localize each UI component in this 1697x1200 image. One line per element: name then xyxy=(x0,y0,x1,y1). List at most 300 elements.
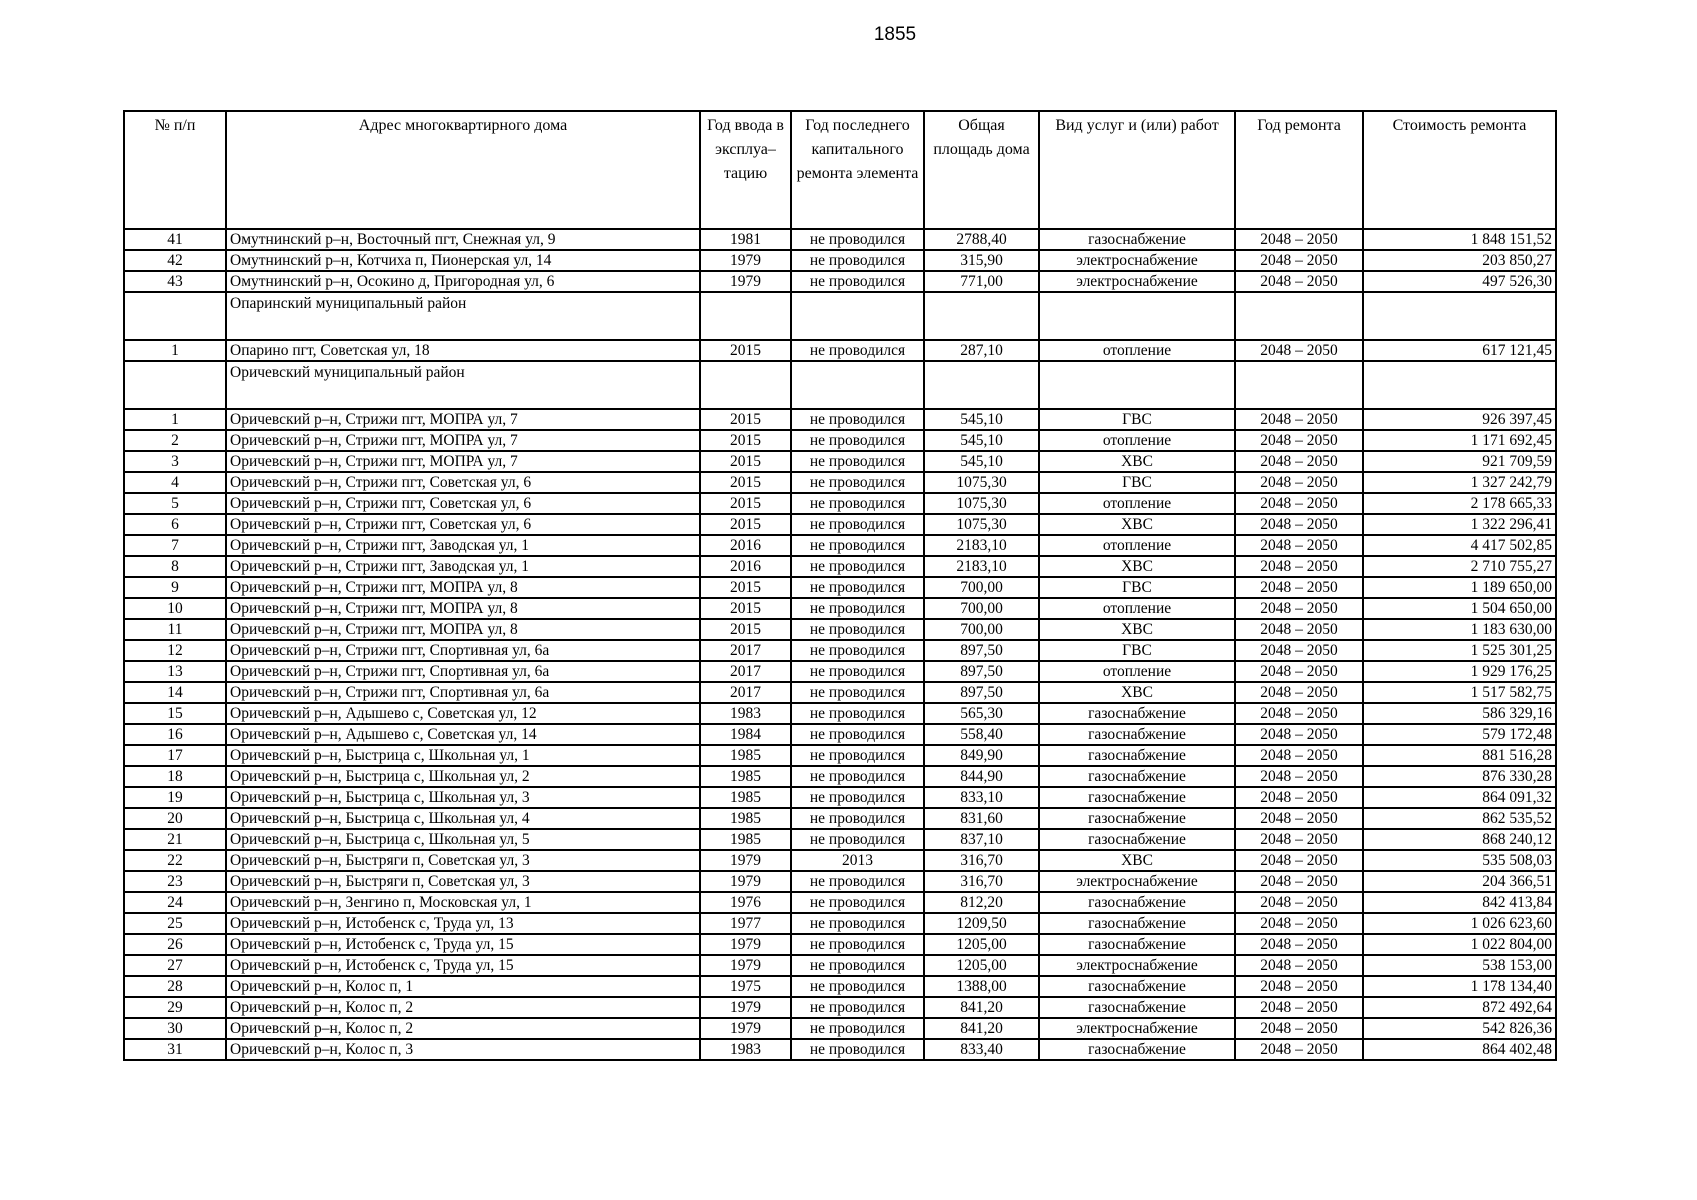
cell-last-repair: не проводился xyxy=(791,766,924,787)
cell-address: Оричевский р–н, Быстряги п, Советская ул, 3 xyxy=(226,871,700,892)
cell-address: Оричевский р–н, Быстрица с, Школьная ул, 2 xyxy=(226,766,700,787)
cell-num: 14 xyxy=(124,682,226,703)
cell-num: 9 xyxy=(124,577,226,598)
cell-num: 21 xyxy=(124,829,226,850)
cell-last-repair: не проводился xyxy=(791,640,924,661)
cell-num: 16 xyxy=(124,724,226,745)
cell-address: Оричевский р–н, Стрижи пгт, МОПРА ул, 7 xyxy=(226,451,700,472)
cell-year-built: 2017 xyxy=(700,661,791,682)
cell-service: ХВС xyxy=(1039,556,1235,577)
cell-repair-period: 2048 – 2050 xyxy=(1235,514,1363,535)
cell-repair-period: 2048 – 2050 xyxy=(1235,409,1363,430)
cell-year-built: 2016 xyxy=(700,535,791,556)
cell-last-repair: не проводился xyxy=(791,913,924,934)
cell-year-built: 2015 xyxy=(700,472,791,493)
cell-area: 565,30 xyxy=(924,703,1039,724)
header-area: Общая площадь дома xyxy=(924,111,1039,229)
cell-last-repair: не проводился xyxy=(791,451,924,472)
cell-area: 844,90 xyxy=(924,766,1039,787)
cell-cost: 1 848 151,52 xyxy=(1363,229,1556,250)
empty-cell xyxy=(1363,292,1556,340)
cell-repair-period: 2048 – 2050 xyxy=(1235,955,1363,976)
table-row xyxy=(124,250,1556,271)
cell-area: 812,20 xyxy=(924,892,1039,913)
table-row xyxy=(124,514,1556,535)
cell-year-built: 1983 xyxy=(700,703,791,724)
cell-last-repair: не проводился xyxy=(791,787,924,808)
cell-service: газоснабжение xyxy=(1039,829,1235,850)
cell-num: 4 xyxy=(124,472,226,493)
cell-num: 8 xyxy=(124,556,226,577)
cell-cost: 2 710 755,27 xyxy=(1363,556,1556,577)
cell-address: Оричевский р–н, Быстрица с, Школьная ул, 4 xyxy=(226,808,700,829)
cell-last-repair: не проводился xyxy=(791,556,924,577)
cell-service: ХВС xyxy=(1039,451,1235,472)
cell-last-repair: не проводился xyxy=(791,535,924,556)
cell-cost: 1 929 176,25 xyxy=(1363,661,1556,682)
cell-repair-period: 2048 – 2050 xyxy=(1235,340,1363,361)
cell-service: газоснабжение xyxy=(1039,787,1235,808)
repair-schedule-table xyxy=(123,110,1557,1061)
cell-area: 1209,50 xyxy=(924,913,1039,934)
header-row xyxy=(124,111,1556,229)
cell-cost: 1 525 301,25 xyxy=(1363,640,1556,661)
cell-num: 12 xyxy=(124,640,226,661)
cell-address: Оричевский р–н, Адышево с, Советская ул, 12 xyxy=(226,703,700,724)
cell-cost: 862 535,52 xyxy=(1363,808,1556,829)
cell-repair-period: 2048 – 2050 xyxy=(1235,250,1363,271)
cell-last-repair: не проводился xyxy=(791,409,924,430)
cell-last-repair: не проводился xyxy=(791,229,924,250)
table-row xyxy=(124,745,1556,766)
cell-last-repair: не проводился xyxy=(791,955,924,976)
section-title: Оричевский муниципальный район xyxy=(226,361,700,409)
cell-year-built: 1985 xyxy=(700,829,791,850)
cell-repair-period: 2048 – 2050 xyxy=(1235,493,1363,514)
cell-year-built: 2015 xyxy=(700,493,791,514)
cell-service: ГВС xyxy=(1039,640,1235,661)
cell-address: Оричевский р–н, Зенгино п, Московская ул, 1 xyxy=(226,892,700,913)
cell-address: Оричевский р–н, Быстрица с, Школьная ул, 3 xyxy=(226,787,700,808)
cell-last-repair: 2013 xyxy=(791,850,924,871)
cell-last-repair: не проводился xyxy=(791,997,924,1018)
cell-cost: 1 183 630,00 xyxy=(1363,619,1556,640)
cell-address: Оричевский р–н, Колос п, 2 xyxy=(226,997,700,1018)
cell-area: 545,10 xyxy=(924,430,1039,451)
cell-repair-period: 2048 – 2050 xyxy=(1235,913,1363,934)
cell-area: 700,00 xyxy=(924,619,1039,640)
cell-num: 17 xyxy=(124,745,226,766)
cell-service: электроснабжение xyxy=(1039,271,1235,292)
cell-year-built: 1979 xyxy=(700,1018,791,1039)
cell-last-repair: не проводился xyxy=(791,1018,924,1039)
table-row xyxy=(124,556,1556,577)
cell-year-built: 2015 xyxy=(700,430,791,451)
cell-address: Омутнинский р–н, Осокино д, Пригородная ул, 6 xyxy=(226,271,700,292)
cell-repair-period: 2048 – 2050 xyxy=(1235,850,1363,871)
cell-repair-period: 2048 – 2050 xyxy=(1235,430,1363,451)
cell-area: 833,10 xyxy=(924,787,1039,808)
cell-service: газоснабжение xyxy=(1039,724,1235,745)
empty-cell xyxy=(124,292,226,340)
cell-area: 558,40 xyxy=(924,724,1039,745)
cell-service: ХВС xyxy=(1039,682,1235,703)
table-row xyxy=(124,934,1556,955)
table-row xyxy=(124,913,1556,934)
empty-cell xyxy=(791,292,924,340)
cell-year-built: 2015 xyxy=(700,409,791,430)
empty-cell xyxy=(700,292,791,340)
cell-year-built: 1979 xyxy=(700,271,791,292)
cell-num: 1 xyxy=(124,409,226,430)
cell-repair-period: 2048 – 2050 xyxy=(1235,787,1363,808)
cell-year-built: 1979 xyxy=(700,850,791,871)
cell-num: 2 xyxy=(124,430,226,451)
cell-num: 42 xyxy=(124,250,226,271)
cell-repair-period: 2048 – 2050 xyxy=(1235,1018,1363,1039)
empty-cell xyxy=(1039,361,1235,409)
cell-year-built: 2015 xyxy=(700,451,791,472)
cell-last-repair: не проводился xyxy=(791,724,924,745)
cell-address: Оричевский р–н, Стрижи пгт, Спортивная ул, 6а xyxy=(226,682,700,703)
header-last-repair: Год последнего капитального ремонта элемента xyxy=(791,111,924,229)
cell-cost: 538 153,00 xyxy=(1363,955,1556,976)
cell-year-built: 1985 xyxy=(700,745,791,766)
cell-cost: 542 826,36 xyxy=(1363,1018,1556,1039)
cell-last-repair: не проводился xyxy=(791,808,924,829)
cell-area: 897,50 xyxy=(924,682,1039,703)
cell-last-repair: не проводился xyxy=(791,514,924,535)
cell-service: газоснабжение xyxy=(1039,976,1235,997)
cell-num: 1 xyxy=(124,340,226,361)
cell-repair-period: 2048 – 2050 xyxy=(1235,724,1363,745)
table-row xyxy=(124,451,1556,472)
cell-cost: 586 329,16 xyxy=(1363,703,1556,724)
cell-cost: 497 526,30 xyxy=(1363,271,1556,292)
cell-area: 837,10 xyxy=(924,829,1039,850)
cell-address: Оричевский р–н, Стрижи пгт, Заводская ул, 1 xyxy=(226,556,700,577)
cell-service: ХВС xyxy=(1039,619,1235,640)
cell-num: 20 xyxy=(124,808,226,829)
cell-address: Оричевский р–н, Стрижи пгт, МОПРА ул, 8 xyxy=(226,619,700,640)
cell-service: электроснабжение xyxy=(1039,955,1235,976)
cell-year-built: 1979 xyxy=(700,871,791,892)
cell-cost: 4 417 502,85 xyxy=(1363,535,1556,556)
cell-year-built: 2016 xyxy=(700,556,791,577)
cell-area: 897,50 xyxy=(924,640,1039,661)
cell-num: 10 xyxy=(124,598,226,619)
page-number: 1855 xyxy=(873,24,917,45)
cell-num: 29 xyxy=(124,997,226,1018)
cell-address: Оричевский р–н, Колос п, 1 xyxy=(226,976,700,997)
table-row xyxy=(124,598,1556,619)
cell-address: Оричевский р–н, Стрижи пгт, Заводская ул, 1 xyxy=(226,535,700,556)
cell-last-repair: не проводился xyxy=(791,934,924,955)
cell-num: 41 xyxy=(124,229,226,250)
cell-repair-period: 2048 – 2050 xyxy=(1235,535,1363,556)
table-row xyxy=(124,682,1556,703)
table-row xyxy=(124,640,1556,661)
cell-address: Оричевский р–н, Истобенск с, Труда ул, 13 xyxy=(226,913,700,934)
cell-year-built: 1979 xyxy=(700,955,791,976)
cell-last-repair: не проводился xyxy=(791,430,924,451)
cell-num: 23 xyxy=(124,871,226,892)
cell-cost: 1 327 242,79 xyxy=(1363,472,1556,493)
cell-service: газоснабжение xyxy=(1039,913,1235,934)
cell-num: 19 xyxy=(124,787,226,808)
cell-repair-period: 2048 – 2050 xyxy=(1235,892,1363,913)
cell-area: 831,60 xyxy=(924,808,1039,829)
cell-area: 700,00 xyxy=(924,598,1039,619)
cell-cost: 203 850,27 xyxy=(1363,250,1556,271)
cell-num: 24 xyxy=(124,892,226,913)
cell-cost: 868 240,12 xyxy=(1363,829,1556,850)
cell-repair-period: 2048 – 2050 xyxy=(1235,598,1363,619)
cell-num: 43 xyxy=(124,271,226,292)
cell-service: электроснабжение xyxy=(1039,871,1235,892)
cell-service: газоснабжение xyxy=(1039,997,1235,1018)
cell-cost: 926 397,45 xyxy=(1363,409,1556,430)
cell-service: газоснабжение xyxy=(1039,745,1235,766)
cell-address: Омутнинский р–н, Восточный пгт, Снежная ул, 9 xyxy=(226,229,700,250)
cell-repair-period: 2048 – 2050 xyxy=(1235,271,1363,292)
cell-year-built: 1977 xyxy=(700,913,791,934)
table-row xyxy=(124,229,1556,250)
table-body xyxy=(124,229,1556,1060)
cell-area: 316,70 xyxy=(924,850,1039,871)
cell-year-built: 1979 xyxy=(700,250,791,271)
cell-year-built: 1984 xyxy=(700,724,791,745)
cell-year-built: 2015 xyxy=(700,514,791,535)
table-row xyxy=(124,430,1556,451)
cell-num: 13 xyxy=(124,661,226,682)
cell-area: 841,20 xyxy=(924,1018,1039,1039)
cell-address: Оричевский р–н, Стрижи пгт, МОПРА ул, 7 xyxy=(226,430,700,451)
cell-cost: 876 330,28 xyxy=(1363,766,1556,787)
cell-repair-period: 2048 – 2050 xyxy=(1235,1039,1363,1060)
cell-cost: 1 171 692,45 xyxy=(1363,430,1556,451)
table-row xyxy=(124,976,1556,997)
cell-year-built: 1985 xyxy=(700,766,791,787)
cell-year-built: 1976 xyxy=(700,892,791,913)
cell-repair-period: 2048 – 2050 xyxy=(1235,871,1363,892)
cell-area: 1075,30 xyxy=(924,514,1039,535)
section-title: Опаринский муниципальный район xyxy=(226,292,700,340)
cell-service: отопление xyxy=(1039,430,1235,451)
cell-last-repair: не проводился xyxy=(791,472,924,493)
cell-service: электроснабжение xyxy=(1039,1018,1235,1039)
cell-cost: 535 508,03 xyxy=(1363,850,1556,871)
cell-year-built: 1981 xyxy=(700,229,791,250)
table-row xyxy=(124,766,1556,787)
cell-address: Оричевский р–н, Истобенск с, Труда ул, 15 xyxy=(226,955,700,976)
cell-repair-period: 2048 – 2050 xyxy=(1235,808,1363,829)
cell-service: газоснабжение xyxy=(1039,808,1235,829)
cell-num: 27 xyxy=(124,955,226,976)
cell-year-built: 2015 xyxy=(700,340,791,361)
cell-last-repair: не проводился xyxy=(791,619,924,640)
cell-cost: 842 413,84 xyxy=(1363,892,1556,913)
empty-cell xyxy=(700,361,791,409)
cell-cost: 2 178 665,33 xyxy=(1363,493,1556,514)
cell-cost: 1 322 296,41 xyxy=(1363,514,1556,535)
cell-num: 30 xyxy=(124,1018,226,1039)
cell-service: ХВС xyxy=(1039,850,1235,871)
cell-repair-period: 2048 – 2050 xyxy=(1235,577,1363,598)
cell-cost: 1 022 804,00 xyxy=(1363,934,1556,955)
cell-year-built: 1975 xyxy=(700,976,791,997)
cell-last-repair: не проводился xyxy=(791,745,924,766)
cell-year-built: 1983 xyxy=(700,1039,791,1060)
cell-repair-period: 2048 – 2050 xyxy=(1235,934,1363,955)
cell-repair-period: 2048 – 2050 xyxy=(1235,640,1363,661)
cell-address: Оричевский р–н, Стрижи пгт, Советская ул, 6 xyxy=(226,493,700,514)
cell-service: газоснабжение xyxy=(1039,703,1235,724)
cell-cost: 1 178 134,40 xyxy=(1363,976,1556,997)
cell-address: Оричевский р–н, Быстрица с, Школьная ул, 5 xyxy=(226,829,700,850)
cell-address: Оричевский р–н, Истобенск с, Труда ул, 15 xyxy=(226,934,700,955)
header-repair-year: Год ремонта xyxy=(1235,111,1363,229)
cell-service: ГВС xyxy=(1039,409,1235,430)
cell-address: Оричевский р–н, Стрижи пгт, Спортивная ул, 6а xyxy=(226,640,700,661)
cell-repair-period: 2048 – 2050 xyxy=(1235,682,1363,703)
cell-last-repair: не проводился xyxy=(791,892,924,913)
cell-cost: 617 121,45 xyxy=(1363,340,1556,361)
cell-last-repair: не проводился xyxy=(791,577,924,598)
cell-cost: 1 517 582,75 xyxy=(1363,682,1556,703)
cell-last-repair: не проводился xyxy=(791,871,924,892)
table-row xyxy=(124,340,1556,361)
cell-address: Оричевский р–н, Стрижи пгт, МОПРА ул, 7 xyxy=(226,409,700,430)
cell-last-repair: не проводился xyxy=(791,976,924,997)
cell-service: ГВС xyxy=(1039,472,1235,493)
cell-cost: 1 026 623,60 xyxy=(1363,913,1556,934)
cell-address: Оричевский р–н, Колос п, 3 xyxy=(226,1039,700,1060)
cell-last-repair: не проводился xyxy=(791,829,924,850)
table-row xyxy=(124,703,1556,724)
cell-repair-period: 2048 – 2050 xyxy=(1235,472,1363,493)
cell-last-repair: не проводился xyxy=(791,493,924,514)
cell-year-built: 2017 xyxy=(700,682,791,703)
header-cost: Стоимость ремонта xyxy=(1363,111,1556,229)
cell-area: 1388,00 xyxy=(924,976,1039,997)
cell-service: ХВС xyxy=(1039,514,1235,535)
table-row xyxy=(124,472,1556,493)
cell-repair-period: 2048 – 2050 xyxy=(1235,829,1363,850)
cell-last-repair: не проводился xyxy=(791,598,924,619)
table-row xyxy=(124,493,1556,514)
cell-cost: 1 504 650,00 xyxy=(1363,598,1556,619)
cell-repair-period: 2048 – 2050 xyxy=(1235,661,1363,682)
empty-cell xyxy=(924,292,1039,340)
cell-service: газоснабжение xyxy=(1039,934,1235,955)
cell-repair-period: 2048 – 2050 xyxy=(1235,451,1363,472)
table-row xyxy=(124,871,1556,892)
cell-num: 6 xyxy=(124,514,226,535)
cell-last-repair: не проводился xyxy=(791,250,924,271)
table-row xyxy=(124,829,1556,850)
cell-repair-period: 2048 – 2050 xyxy=(1235,766,1363,787)
cell-service: газоснабжение xyxy=(1039,766,1235,787)
cell-area: 1205,00 xyxy=(924,955,1039,976)
empty-cell xyxy=(1363,361,1556,409)
header-address: Адрес многоквартирного дома xyxy=(226,111,700,229)
cell-num: 5 xyxy=(124,493,226,514)
cell-cost: 881 516,28 xyxy=(1363,745,1556,766)
cell-address: Оричевский р–н, Стрижи пгт, МОПРА ул, 8 xyxy=(226,577,700,598)
cell-area: 1075,30 xyxy=(924,493,1039,514)
cell-area: 700,00 xyxy=(924,577,1039,598)
cell-num: 22 xyxy=(124,850,226,871)
cell-cost: 864 091,32 xyxy=(1363,787,1556,808)
cell-area: 771,00 xyxy=(924,271,1039,292)
table-row xyxy=(124,850,1556,871)
cell-num: 31 xyxy=(124,1039,226,1060)
cell-last-repair: не проводился xyxy=(791,340,924,361)
cell-service: ГВС xyxy=(1039,577,1235,598)
table-row xyxy=(124,661,1556,682)
table-row xyxy=(124,409,1556,430)
table-row xyxy=(124,997,1556,1018)
cell-service: отопление xyxy=(1039,598,1235,619)
cell-area: 1075,30 xyxy=(924,472,1039,493)
cell-num: 25 xyxy=(124,913,226,934)
cell-last-repair: не проводился xyxy=(791,703,924,724)
cell-service: отопление xyxy=(1039,661,1235,682)
cell-area: 545,10 xyxy=(924,451,1039,472)
cell-address: Оричевский р–н, Адышево с, Советская ул, 14 xyxy=(226,724,700,745)
cell-address: Оричевский р–н, Быстрица с, Школьная ул, 1 xyxy=(226,745,700,766)
table-row xyxy=(124,535,1556,556)
cell-year-built: 2015 xyxy=(700,577,791,598)
cell-year-built: 1979 xyxy=(700,934,791,955)
table-row xyxy=(124,955,1556,976)
empty-cell xyxy=(791,361,924,409)
cell-cost: 864 402,48 xyxy=(1363,1039,1556,1060)
cell-address: Оричевский р–н, Быстряги п, Советская ул, 3 xyxy=(226,850,700,871)
cell-repair-period: 2048 – 2050 xyxy=(1235,229,1363,250)
cell-area: 849,90 xyxy=(924,745,1039,766)
header-service: Вид услуг и (или) работ xyxy=(1039,111,1235,229)
cell-num: 26 xyxy=(124,934,226,955)
table-row xyxy=(124,271,1556,292)
cell-address: Омутнинский р–н, Котчиха п, Пионерская ул, 14 xyxy=(226,250,700,271)
cell-address: Оричевский р–н, Стрижи пгт, МОПРА ул, 8 xyxy=(226,598,700,619)
cell-num: 28 xyxy=(124,976,226,997)
cell-address: Оричевский р–н, Стрижи пгт, Советская ул, 6 xyxy=(226,514,700,535)
cell-year-built: 2015 xyxy=(700,619,791,640)
cell-service: газоснабжение xyxy=(1039,1039,1235,1060)
empty-cell xyxy=(924,361,1039,409)
cell-year-built: 2015 xyxy=(700,598,791,619)
cell-num: 3 xyxy=(124,451,226,472)
cell-area: 287,10 xyxy=(924,340,1039,361)
cell-area: 2183,10 xyxy=(924,556,1039,577)
cell-last-repair: не проводился xyxy=(791,271,924,292)
cell-area: 545,10 xyxy=(924,409,1039,430)
table-row xyxy=(124,892,1556,913)
empty-cell xyxy=(1235,361,1363,409)
cell-repair-period: 2048 – 2050 xyxy=(1235,703,1363,724)
cell-service: газоснабжение xyxy=(1039,229,1235,250)
cell-year-built: 1979 xyxy=(700,997,791,1018)
cell-last-repair: не проводился xyxy=(791,682,924,703)
cell-area: 315,90 xyxy=(924,250,1039,271)
table-row xyxy=(124,1018,1556,1039)
cell-repair-period: 2048 – 2050 xyxy=(1235,619,1363,640)
cell-year-built: 1985 xyxy=(700,787,791,808)
cell-year-built: 1985 xyxy=(700,808,791,829)
